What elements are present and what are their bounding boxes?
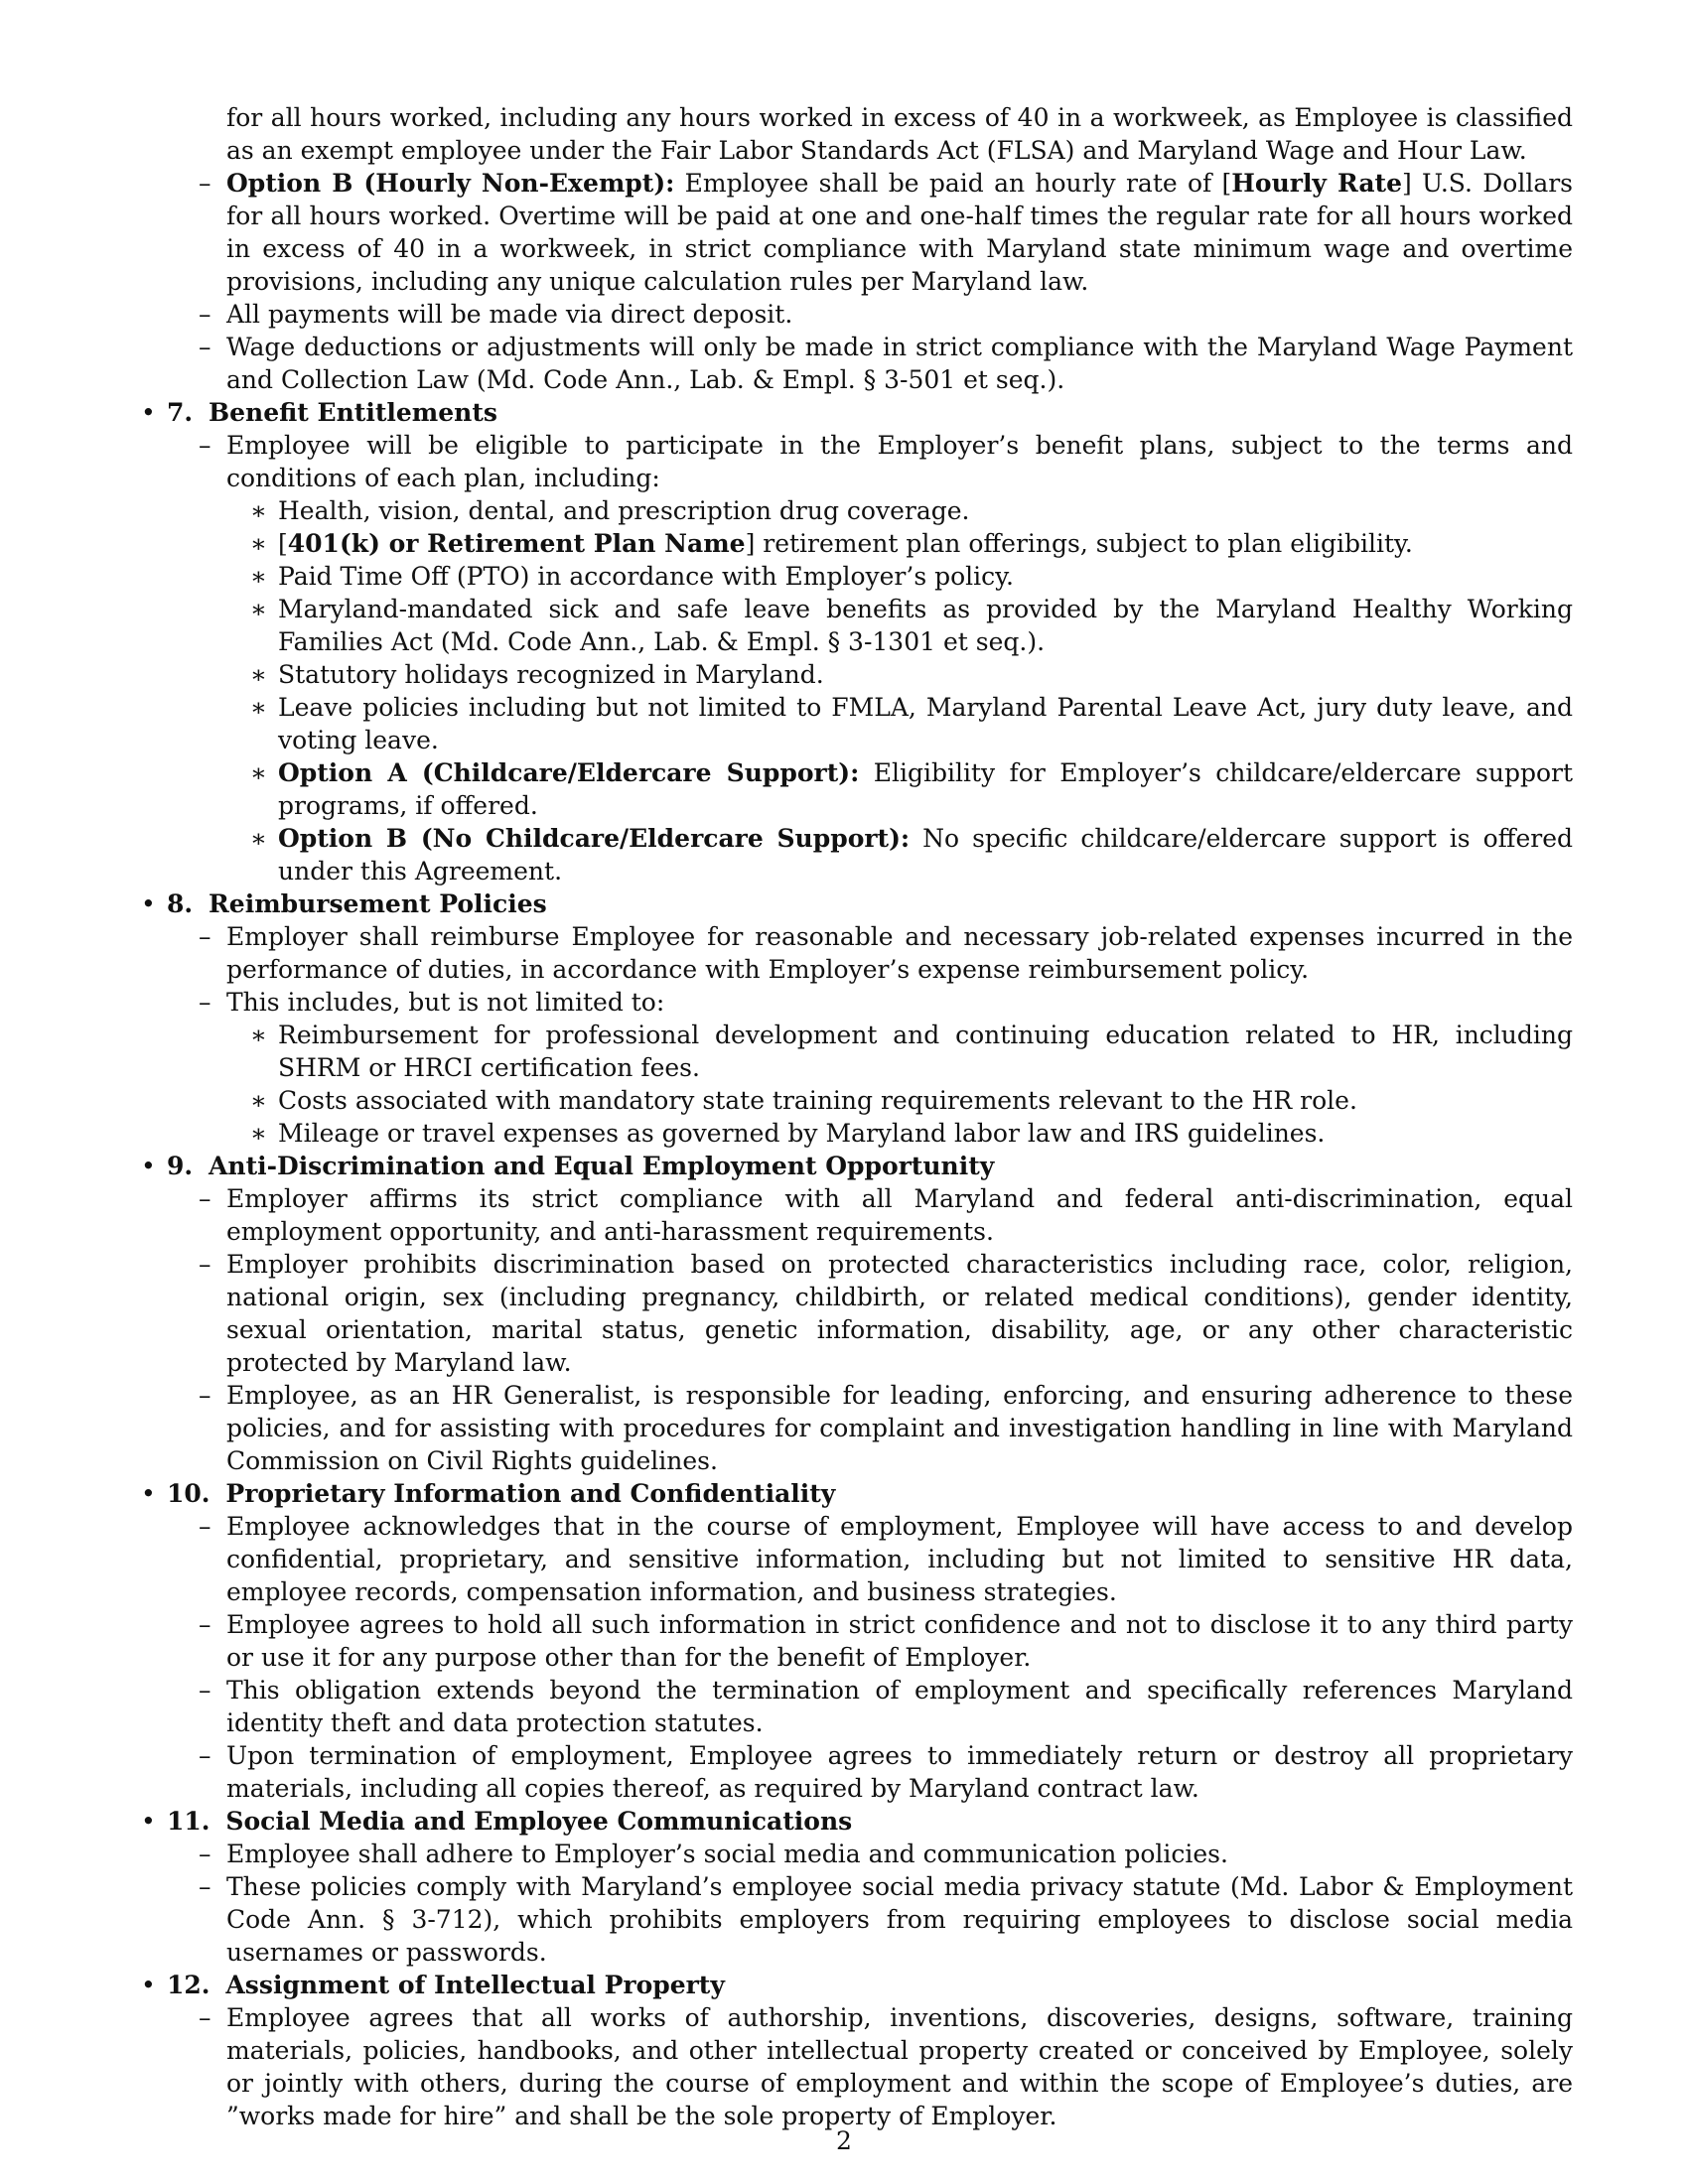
list-item xyxy=(139,986,1573,1019)
dash-marker: – xyxy=(199,988,211,1017)
body-text: This obligation extends beyond the termination of employment and specifically references Maryland identity theft and data protection statutes. xyxy=(226,1676,1573,1737)
body-text: All payments will be made via direct deposit. xyxy=(226,300,793,329)
asterisk-marker: ∗ xyxy=(250,660,267,689)
dash-marker: – xyxy=(199,169,211,198)
sub-list-item xyxy=(139,691,1573,756)
dash-marker: – xyxy=(199,1676,211,1705)
bold-text: Option A (Childcare/Eldercare Support): xyxy=(278,758,860,787)
body-text: Upon termination of employment, Employee agrees to immediately return or destroy all proprietary materials, including all copies thereof, as required by Maryland contract law. xyxy=(226,1741,1573,1803)
dash-marker: – xyxy=(199,1840,211,1868)
dash-marker: – xyxy=(199,1250,211,1279)
dash-marker: – xyxy=(199,431,211,460)
body-text: Wage deductions or adjustments will only be made in strict compliance with the Maryland Wage Payment and Collection Law (Md. Code Ann., Lab. & Empl. § 3-501 et seq.). xyxy=(226,333,1573,394)
bullet-marker: • xyxy=(141,1971,156,1999)
bullet-marker: • xyxy=(141,1807,156,1836)
list-item xyxy=(139,1838,1573,1870)
list-item xyxy=(139,1608,1573,1674)
bold-text: 401(k) or Retirement Plan Name xyxy=(287,529,746,558)
asterisk-marker: ∗ xyxy=(250,1119,267,1148)
asterisk-marker: ∗ xyxy=(250,1086,267,1115)
body-text: Employee acknowledges that in the course of employment, Employee will have access to and develop confidential, proprietary, and sensitive information, including but not limited to sensitive HR data, employee records, compensation information, and business strategies. xyxy=(226,1512,1573,1606)
body-text: Employee agrees that all works of authorship, inventions, discoveries, designs, software, training materials, policies, handbooks, and other intellectual property created or conceived by Employee, solely or jointly with others, during the course of employment and within the scope of Employee’s duties, are ”works made for hire” and shall be the sole property of Employer. xyxy=(226,2003,1573,2130)
section-number: 9. xyxy=(167,1152,194,1180)
body-text: This includes, but is not limited to: xyxy=(226,988,665,1017)
asterisk-marker: ∗ xyxy=(250,693,267,722)
body-text: Costs associated with mandatory state training requirements relevant to the HR role. xyxy=(278,1086,1357,1115)
dash-marker: – xyxy=(199,1741,211,1770)
bold-text: Option B (Hourly Non-Exempt): xyxy=(226,169,675,198)
dash-marker: – xyxy=(199,922,211,951)
body-text: Employer prohibits discrimination based on protected characteristics including race, color, religion, national origin, sex (including pregnancy, childbirth, or related medical conditions), gender identity, sexual orientation, marital status, genetic information, disability, age, or any other characteristic protected by Maryland law. xyxy=(226,1250,1573,1377)
sub-list-item xyxy=(139,1084,1573,1117)
list-item xyxy=(139,1674,1573,1739)
list-item xyxy=(139,101,1573,167)
dash-marker: – xyxy=(199,300,211,329)
section-title: Benefit Entitlements xyxy=(209,398,497,427)
body-text: Reimbursement for professional development and continuing education related to HR, including SHRM or HRCI certification fees. xyxy=(278,1021,1573,1082)
asterisk-marker: ∗ xyxy=(250,824,267,853)
sub-list-item xyxy=(139,593,1573,658)
list-item xyxy=(139,1379,1573,1477)
body-text: Mileage or travel expenses as governed by Maryland labor law and IRS guidelines. xyxy=(278,1119,1326,1148)
dash-marker: – xyxy=(199,333,211,361)
body-text: Paid Time Off (PTO) in accordance with Employer’s policy. xyxy=(278,562,1014,591)
bullet-marker: • xyxy=(141,1479,156,1508)
body-text: ] retirement plan offerings, subject to plan eligibility. xyxy=(745,529,1413,558)
sub-list-item xyxy=(139,527,1573,560)
dash-marker: – xyxy=(199,2003,211,2032)
section-number: 7. xyxy=(167,398,194,427)
list-item xyxy=(139,2001,1573,2132)
section-number: 12. xyxy=(167,1971,211,1999)
section-number: 11. xyxy=(167,1807,211,1836)
asterisk-marker: ∗ xyxy=(250,529,267,558)
section-title: Reimbursement Policies xyxy=(209,889,547,918)
body-text: Eligibility for Employer’s childcare/eldercare support programs, if offered. xyxy=(278,758,1574,820)
list-item xyxy=(139,1248,1573,1379)
dash-marker: – xyxy=(199,1381,211,1410)
body-text: Employee shall adhere to Employer’s social media and communication policies. xyxy=(226,1840,1228,1868)
dash-marker: – xyxy=(199,1512,211,1541)
body-text: These policies comply with Maryland’s employee social media privacy statute (Md. Labor & Employment Code Ann. § 3-712), which prohibits employers from requiring employees to disclose social media usernames or passwords. xyxy=(226,1872,1573,1967)
asterisk-marker: ∗ xyxy=(250,595,267,623)
dash-marker: – xyxy=(199,1872,211,1901)
bullet-marker: • xyxy=(141,1152,156,1180)
asterisk-marker: ∗ xyxy=(250,1021,267,1049)
bullet-marker: • xyxy=(141,889,156,918)
list-item xyxy=(139,429,1573,494)
section-heading xyxy=(139,1969,1573,2001)
body-text: No specific childcare/eldercare support is offered under this Agreement. xyxy=(278,824,1573,886)
body-text: ] U.S. Dollars for all hours worked. Overtime will be paid at one and one-half times the regular rate for all hours worked in excess of 40 in a workweek, in strict compliance with Maryland state minimum wage and overtime provisions, including any unique calculation rules per Maryland law. xyxy=(226,169,1574,296)
asterisk-marker: ∗ xyxy=(250,758,267,787)
body-text: Employee shall be paid an hourly rate of [ xyxy=(674,169,1232,198)
body-text: Employer shall reimburse Employee for reasonable and necessary job-related expenses incurred in the performance of duties, in accordance with Employer’s expense reimbursement policy. xyxy=(226,922,1573,984)
sub-list-item xyxy=(139,658,1573,691)
dash-marker: – xyxy=(199,1610,211,1639)
bullet-marker: • xyxy=(141,398,156,427)
dash-marker: – xyxy=(199,1184,211,1213)
list-item xyxy=(139,1739,1573,1805)
section-number: 10. xyxy=(167,1479,211,1508)
body-text: Employee, as an HR Generalist, is responsible for leading, enforcing, and ensuring adherence to these policies, and for assisting with procedures for complaint and investigation handling in line with Maryland Commission on Civil Rights guidelines. xyxy=(226,1381,1573,1475)
section-title: Anti-Discrimination and Equal Employment Opportunity xyxy=(209,1152,995,1180)
section-title: Proprietary Information and Confidentiality xyxy=(225,1479,836,1508)
sub-list-item xyxy=(139,822,1573,887)
list-item xyxy=(139,1182,1573,1248)
bold-text: Hourly Rate xyxy=(1231,169,1403,198)
list-item xyxy=(139,920,1573,986)
body-text: Employee will be eligible to participate in the Employer’s benefit plans, subject to the terms and conditions of each plan, including: xyxy=(226,431,1573,492)
bold-text: Option B (No Childcare/Eldercare Support): xyxy=(278,824,911,853)
section-number: 8. xyxy=(167,889,194,918)
section-heading xyxy=(139,1805,1573,1838)
document-body xyxy=(139,101,1573,2132)
body-text: Employer affirms its strict compliance with all Maryland and federal anti-discrimination, equal employment opportunity, and anti-harassment requirements. xyxy=(226,1184,1573,1246)
body-text: Maryland-mandated sick and safe leave benefits as provided by the Maryland Healthy Working Families Act (Md. Code Ann., Lab. & Empl. § 3-1301 et seq.). xyxy=(278,595,1573,656)
body-text: [ xyxy=(278,529,288,558)
section-heading xyxy=(139,887,1573,920)
body-text: Leave policies including but not limited to FMLA, Maryland Parental Leave Act, jury duty leave, and voting leave. xyxy=(278,693,1573,754)
sub-list-item xyxy=(139,1019,1573,1084)
asterisk-marker: ∗ xyxy=(250,496,267,525)
section-heading xyxy=(139,1477,1573,1510)
list-item xyxy=(139,1870,1573,1969)
section-title: Social Media and Employee Communications xyxy=(225,1807,853,1836)
body-text: Employee agrees to hold all such information in strict confidence and not to disclose it to any third party or use it for any purpose other than for the benefit of Employer. xyxy=(226,1610,1573,1672)
sub-list-item xyxy=(139,560,1573,593)
sub-list-item xyxy=(139,1117,1573,1150)
list-item xyxy=(139,331,1573,396)
list-item xyxy=(139,1510,1573,1608)
asterisk-marker: ∗ xyxy=(250,562,267,591)
body-text: for all hours worked, including any hours worked in excess of 40 in a workweek, as Employee is classified as an exempt employee under the Fair Labor Standards Act (FLSA) and Maryland Wage and Hour Law. xyxy=(226,103,1573,165)
body-text: Statutory holidays recognized in Maryland. xyxy=(278,660,824,689)
body-text: Health, vision, dental, and prescription drug coverage. xyxy=(278,496,970,525)
sub-list-item xyxy=(139,756,1573,822)
page-number: 2 xyxy=(836,2126,852,2155)
list-item xyxy=(139,298,1573,331)
section-heading xyxy=(139,1150,1573,1182)
section-title: Assignment of Intellectual Property xyxy=(225,1971,725,1999)
sub-list-item xyxy=(139,494,1573,527)
section-heading xyxy=(139,396,1573,429)
list-item xyxy=(139,167,1573,298)
